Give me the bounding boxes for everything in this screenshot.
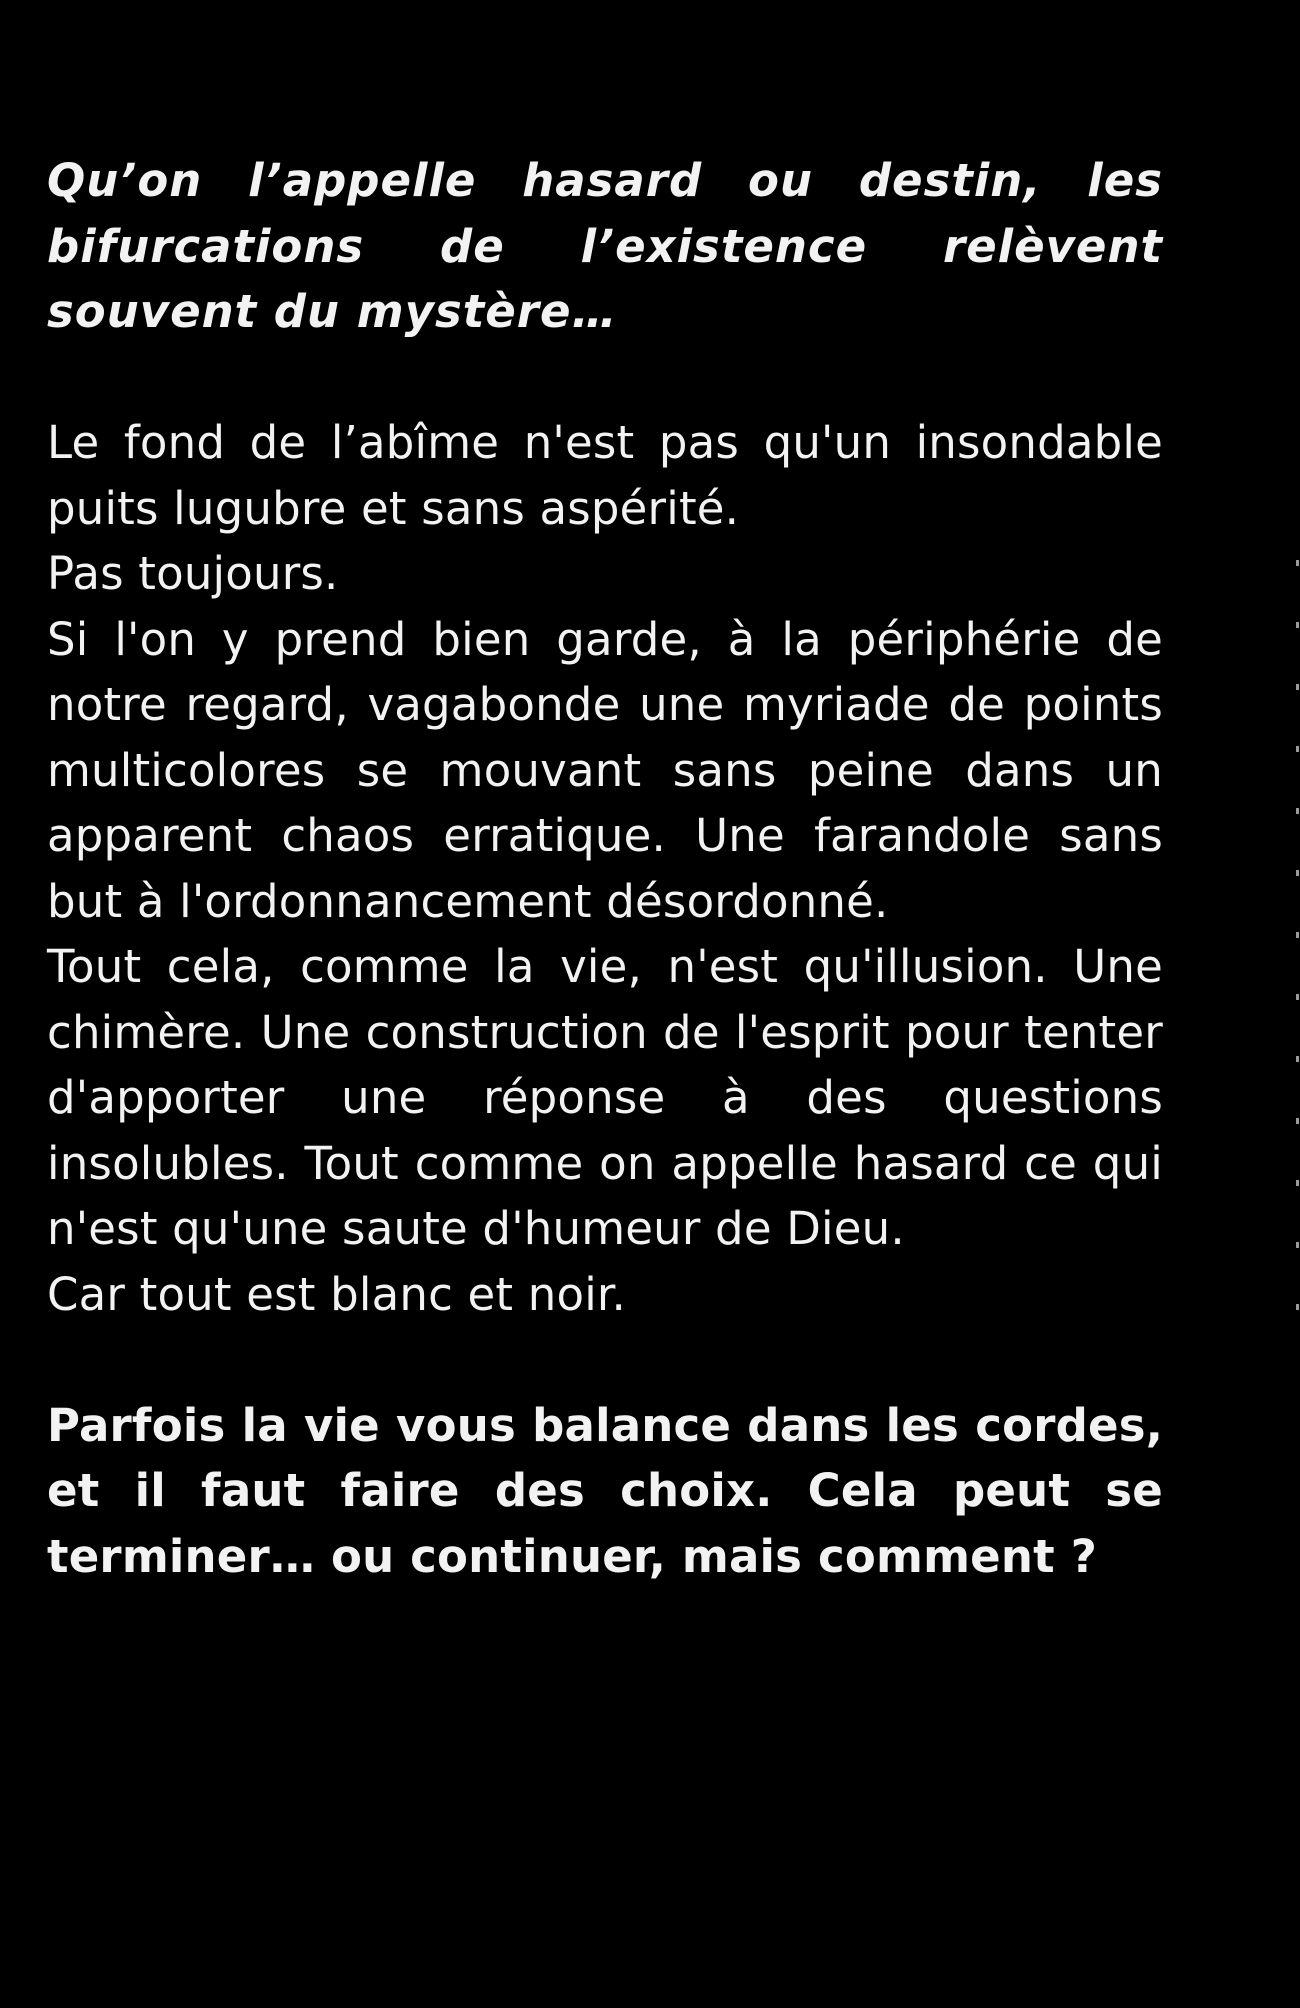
body-paragraph-5: Car tout est blanc et noir. bbox=[47, 1267, 626, 1321]
paragraph-gap bbox=[47, 1327, 1163, 1393]
body-paragraph-3: Si l'on y prend bien garde, à la périphérie de notre regard, vagabonde une myriade de points multicolores se mouvant sans peine dans un apparent chaos erratique. Une farandole sans but à l'ordonnancement désordonné. bbox=[47, 612, 1163, 928]
body-paragraph-4: Tout cela, comme la vie, n'est qu'illusion. Une chimère. Une construction de l'esprit pour tenter d'apporter une réponse à des questions insolubles. Tout comme on appelle hasard ce qui n'est qu'une saute d'humeur de Dieu. bbox=[47, 940, 1163, 1255]
body-paragraph-1: Le fond de l’abîme n'est pas qu'un insondable puits lugubre et sans aspérité. bbox=[47, 416, 1163, 535]
paragraph-gap bbox=[47, 345, 1163, 411]
body-paragraph-2: Pas toujours. bbox=[47, 547, 339, 600]
intro-paragraph: Qu’on l’appelle hasard ou destin, les bifurcations de l’existence relèvent souvent du mystère… bbox=[47, 154, 1163, 338]
page-text bbox=[47, 148, 1163, 1589]
outro-paragraph: Parfois la vie vous balance dans les cordes, et il faut faire des choix. Cela peut se terminer… ou continuer, mais comment ? bbox=[47, 1398, 1163, 1583]
page-edge-marks bbox=[1296, 560, 1300, 1380]
